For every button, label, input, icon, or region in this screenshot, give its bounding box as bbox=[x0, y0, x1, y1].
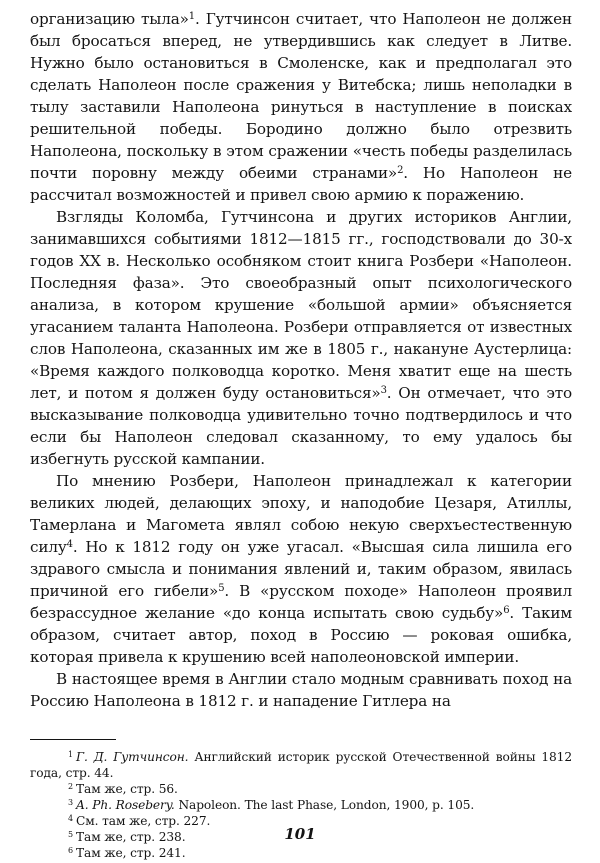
footnote bbox=[30, 781, 572, 797]
footnote-text: См. там же, стр. 227. bbox=[76, 814, 211, 828]
paragraph-text: В настоящее время в Англии стало модным сравнивать поход на Россию Наполеона в 1812 г. и нападение Гитлера на bbox=[30, 670, 572, 710]
footnotes bbox=[30, 749, 572, 861]
footnote-number: 5 bbox=[68, 830, 73, 839]
paragraph bbox=[30, 668, 572, 712]
footnote-author: A. Ph. Rosebery. bbox=[76, 798, 175, 812]
paragraph-text: . Он отмечает, что это высказывание полководца удивительно точно подтвердилось и что если бы Наполеон следовал сказанному, то ему удалось бы избегнуть русской кампании. bbox=[30, 384, 572, 468]
footnote-number: 3 bbox=[68, 798, 73, 807]
footnote-number: 2 bbox=[68, 782, 73, 791]
paragraph-text: организацию тыла» bbox=[30, 10, 189, 28]
paragraph bbox=[30, 470, 572, 668]
paragraph-text: По мнению Розбери, Наполеон принадлежал к категории великих людей, делающих эпоху, и наподобие Цезаря, Атиллы, Тамерлана и Магомета являл собою некую сверхъестественную силу bbox=[30, 472, 572, 556]
footnote-number: 4 bbox=[68, 814, 73, 823]
footnote-ref: 6 bbox=[503, 605, 510, 616]
footnote-text: Там же, стр. 238. bbox=[76, 830, 186, 844]
footnote-divider bbox=[30, 739, 116, 740]
main-text bbox=[30, 8, 572, 712]
footnote-text: Там же, стр. 56. bbox=[76, 782, 178, 796]
paragraph-text: . В «русском походе» Наполеон проявил безрассудное желание «до конца испытать свою судьбу» bbox=[30, 582, 573, 622]
paragraph-text: . Но к 1812 году он уже угасал. «Высшая сила лишила его здравого смысла и понимания явлений и, таким образом, явилась причиной его гибели» bbox=[30, 538, 572, 600]
footnote-author: Г. Д. Гутчинсон. bbox=[76, 750, 189, 764]
paragraph-text: . Гутчинсон считает, что Наполеон не должен был бросаться вперед, не утвердившись как следует в Литве. Нужно было остановиться в Смоленске, как и предполагал это сделать Наполеон после сражения у Витебска; лишь неполадки в тылу заставили Наполеона ринуться в наступление в поисках решительной победы. Бородино должно было отрезвить Наполеона, поскольку в этом сражении «честь победы разделилась почти поровну между обеими странами» bbox=[30, 10, 572, 182]
paragraph-text: Взгляды Коломба, Гутчинсона и других историков Англии, занимавшихся событиями 1812—1815 гг., господствовали до 30-х годов XX в. Несколько особняком стоит книга Розбери «Наполеон. Последняя фаза». Это своеобразный опыт психологического анализа, в котором крушение «большой армии» объясняется угасанием таланта Наполеона. Розбери отправляется от известных слов Наполеона, сказанных им же в 1805 г., накануне Аустерлица: «Время каждого полководца коротко. Меня хватит еще на шесть лет, и потом я должен буду остановиться» bbox=[30, 208, 572, 402]
footnote bbox=[30, 797, 572, 813]
footnote-number: 1 bbox=[68, 750, 73, 759]
paragraph-text: . Но Наполеон не рассчитал возможностей и привел свою армию к поражению. bbox=[30, 164, 572, 204]
footnote bbox=[30, 749, 572, 781]
footnote-text: Napoleon. The last Phase, London, 1900, p. 105. bbox=[174, 798, 475, 812]
footnote-ref: 5 bbox=[218, 583, 225, 594]
paragraph-text: . Таким образом, считает автор, поход в Россию — роковая ошибка, которая привела к крушению всей наполеоновской империи. bbox=[30, 604, 573, 666]
footnote-text: Английский историк русской Отечественной войны 1812 года, стр. 44. bbox=[30, 750, 572, 780]
footnote-ref: 4 bbox=[66, 539, 73, 550]
page-body bbox=[30, 8, 572, 861]
footnote-ref: 2 bbox=[397, 165, 404, 176]
footnote-text: Там же, стр. 241. bbox=[76, 846, 186, 860]
footnote-ref: 3 bbox=[380, 385, 387, 396]
footnote-number: 6 bbox=[68, 846, 73, 855]
page-number: 101 bbox=[284, 825, 316, 843]
paragraph bbox=[30, 8, 572, 206]
footnote-ref: 1 bbox=[188, 11, 195, 22]
footnote bbox=[30, 845, 572, 861]
paragraph bbox=[30, 206, 572, 470]
